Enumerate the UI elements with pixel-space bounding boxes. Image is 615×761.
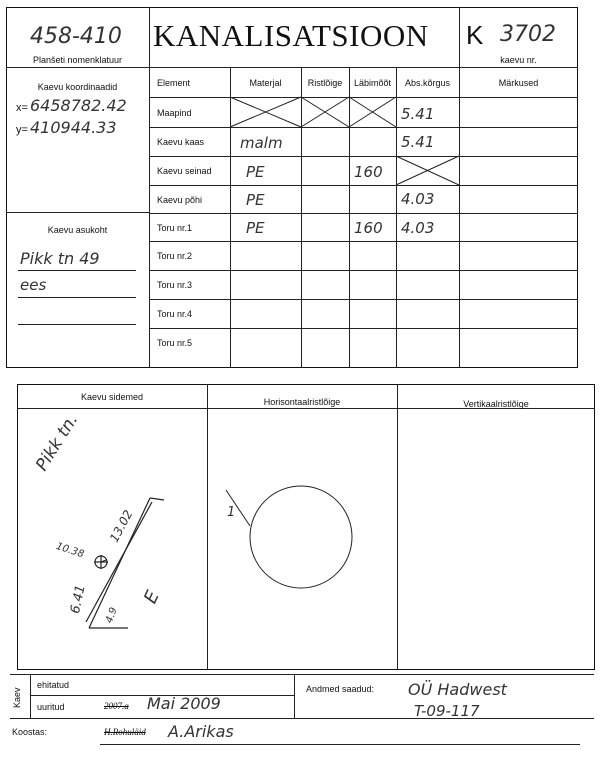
- horizontal-section-drawing: [226, 486, 352, 588]
- data-source-line-2: T-09-117: [414, 702, 480, 720]
- well-number-label: kaevu nr.: [500, 55, 537, 65]
- circle-mark: 1: [227, 505, 236, 520]
- row-toru-3-label: Toru nr.3: [157, 280, 193, 290]
- footer-top-line: [10, 674, 594, 675]
- footer-side-divider: [30, 674, 31, 718]
- data-source-line-1: OÜ Hadwest: [408, 680, 507, 699]
- toru-1-material: PE: [246, 219, 265, 237]
- row-kaevu-pohi-label: Kaevu põhi: [157, 195, 203, 205]
- x-prefix: x=: [16, 102, 28, 114]
- kaevu-pohi-material: PE: [246, 191, 265, 209]
- location-line-1: Pikk tn 49: [20, 249, 100, 268]
- surveyed-printed-value: 2007.a: [104, 701, 129, 711]
- row-maapind-label: Maapind: [157, 108, 192, 118]
- header-element: Element: [157, 78, 191, 88]
- dimension-4-9: 4.9: [104, 606, 120, 625]
- header-ristloige: Ristlõige: [307, 78, 343, 88]
- kaevu-pohi-abs-value: 4.03: [401, 190, 435, 208]
- kaevu-seinad-material: PE: [246, 163, 265, 181]
- row-toru-1-label: Toru nr.1: [157, 223, 193, 233]
- dimension-10-38: 10.38: [54, 541, 86, 561]
- compiled-printed-value: H.Rohuläid: [104, 727, 146, 737]
- built-label: ehitatud: [37, 680, 70, 690]
- row-toru-5-label: Toru nr.5: [157, 338, 193, 348]
- kaevu-kaas-abs-value: 5.41: [401, 133, 435, 151]
- header-labimoot: Läbimõõt: [353, 78, 392, 88]
- compiled-hand-value: A.Arikas: [168, 722, 234, 741]
- side-label: Kaev: [12, 687, 22, 708]
- row-kaevu-seinad-label: Kaevu seinad: [157, 166, 212, 176]
- row-kaevu-kaas-label: Kaevu kaas: [157, 137, 205, 147]
- header-abs-korgus: Abs.kõrgus: [404, 78, 451, 88]
- location-line-2: ees: [20, 276, 47, 294]
- ties-label: Kaevu sidemed: [80, 392, 144, 402]
- location-label: Kaevu asukoht: [47, 225, 108, 235]
- kaevu-kaas-material: malm: [240, 134, 283, 152]
- horizontal-section-label: Horisontaalristlõige: [263, 397, 341, 407]
- row-toru-2-label: Toru nr.2: [157, 251, 193, 261]
- surveyed-label: uuritud: [37, 702, 65, 712]
- row-toru-4-label: Toru nr.4: [157, 309, 193, 319]
- data-source-label: Andmed saadud:: [306, 684, 375, 694]
- footer-center-divider: [294, 674, 295, 718]
- y-prefix: y=: [16, 124, 28, 136]
- compiled-underline: [100, 744, 580, 745]
- y-coordinate-value: 410944.33: [30, 118, 117, 137]
- coordinates-label: Kaevu koordinaadid: [37, 82, 118, 92]
- compiled-label: Koostas:: [12, 727, 48, 737]
- toru-1-diameter: 160: [354, 219, 383, 237]
- nomenclature-label: Planšeti nomenklatuur: [32, 55, 123, 65]
- street-label: Pikk tn.: [32, 410, 83, 475]
- kaevu-seinad-diameter: 160: [354, 163, 383, 181]
- form-title: KANALISATSIOON: [153, 18, 429, 53]
- header-materjal: Materjal: [249, 78, 282, 88]
- building-mark: E: [140, 587, 164, 607]
- well-number-value: 3702: [500, 22, 556, 47]
- toru-1-abs-value: 4.03: [401, 219, 435, 237]
- well-prefix: K: [466, 20, 484, 50]
- dimension-13-02: 13.02: [107, 507, 136, 545]
- x-coordinate-value: 6458782.42: [30, 96, 127, 115]
- vertical-section-label: Vertikaalristlõige: [463, 399, 529, 409]
- nomenclature-value: 458-410: [30, 24, 122, 49]
- dimension-6-41: 6.41: [68, 583, 89, 616]
- maapind-abs-value: 5.41: [401, 105, 435, 123]
- header-markused: Märkused: [498, 78, 539, 88]
- surveyed-hand-value: Mai 2009: [147, 694, 221, 713]
- footer-bottom-line: [10, 718, 594, 719]
